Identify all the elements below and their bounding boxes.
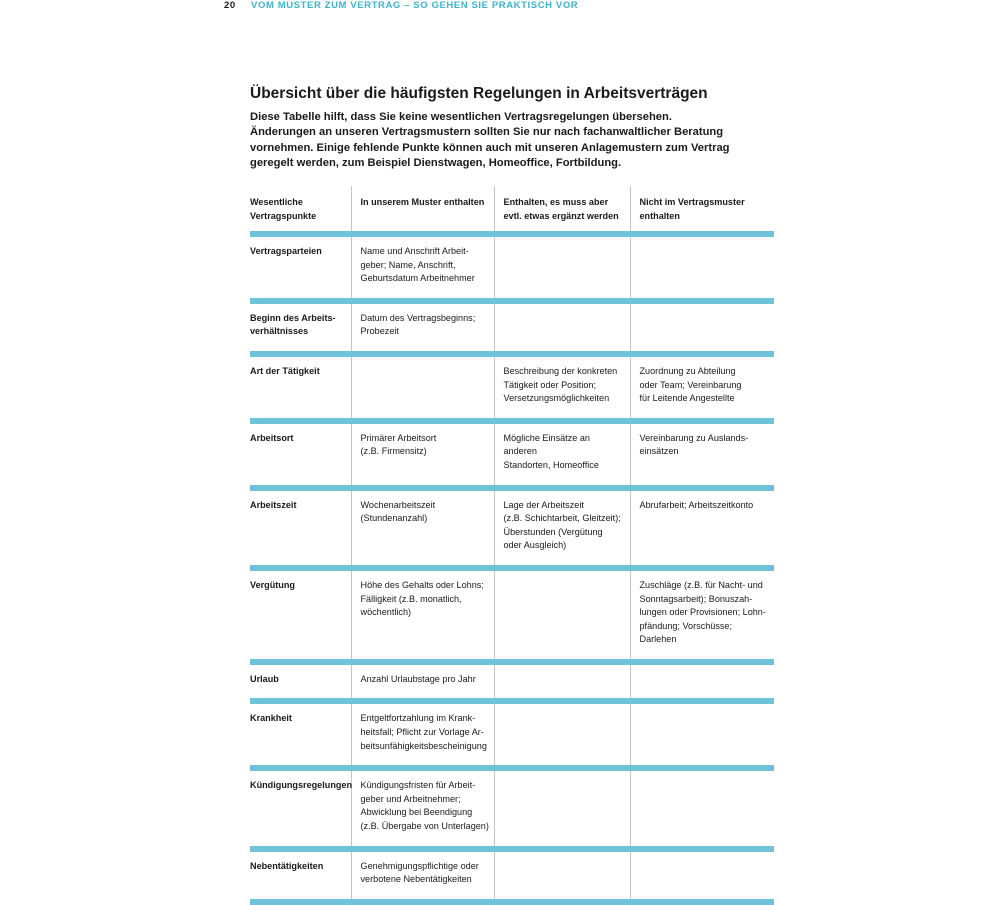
row-label-cell: Beginn des Arbeits- verhältnisses (250, 301, 351, 354)
table-cell (630, 768, 774, 848)
row-label-cell: Nebentätigkeiten (250, 849, 351, 902)
row-label-cell: Arbeitszeit (250, 488, 351, 568)
table-cell (494, 234, 630, 301)
chapter-title: VOM MUSTER ZUM VERTRAG – SO GEHEN SIE PRAKTISCH VOR (251, 0, 579, 11)
table-cell (630, 662, 774, 702)
table-row (250, 301, 774, 354)
table-cell (494, 768, 630, 848)
table-cell (351, 354, 494, 421)
table-header-row (250, 186, 774, 234)
header-cell: In unserem Muster enthalten (351, 186, 494, 234)
table-cell (630, 234, 774, 301)
table-cell: Beschreibung der konkreten Tätigkeit oder Position; Versetzungsmöglichkeiten (494, 354, 630, 421)
table-cell (630, 849, 774, 902)
table-row (250, 701, 774, 768)
table-cell (494, 662, 630, 702)
row-label-cell: Vergütung (250, 568, 351, 662)
row-label-cell: Arbeitsort (250, 421, 351, 488)
table-cell: Kündigungsfristen für Arbeit- geber und Arbeitnehmer; Abwicklung bei Beendigung (z.B. Übergabe von Unterlagen) (351, 768, 494, 848)
table-cell: Datum des Vertragsbeginns; Probezeit (351, 301, 494, 354)
table-cell: Zuschläge (z.B. für Nacht- und Sonntagsarbeit); Bonuszah- lungen oder Provisionen; Lohn- pfändung; Vorschüsse; Darlehen (630, 568, 774, 662)
row-label-cell: Urlaub (250, 662, 351, 702)
table-cell: Wochenarbeitszeit (Stundenanzahl) (351, 488, 494, 568)
table-cell (494, 849, 630, 902)
table-cell: Anzahl Urlaubstage pro Jahr (351, 662, 494, 702)
header-cell: Wesentliche Vertragspunkte (250, 186, 351, 234)
intro-paragraph: Diese Tabelle hilft, dass Sie keine wesentlichen Vertragsregelungen übersehen. Änderungen an unseren Vertragsmustern sollten Sie nur nach fachanwaltlicher Beratung vornehmen. Einige fehlende Punkte können auch mit unseren Anlagemustern zum Vertrag geregelt werden, zum Beispiel Dienstwagen, Homeoffice, Fortbildung. (250, 111, 730, 169)
row-label-cell: Art der Tätigkeit (250, 354, 351, 421)
table-row (250, 568, 774, 662)
row-label-cell: Kündigungsregelungen (250, 768, 351, 848)
page-number: 20 (224, 0, 236, 11)
table-cell (630, 301, 774, 354)
table-cell: Entgeltfortzahlung im Krank- heitsfall; Pflicht zur Vorlage Ar- beitsunfähigkeitsbescheinigung (351, 701, 494, 768)
table-cell (494, 301, 630, 354)
table-cell: Zuordnung zu Abteilung oder Team; Vereinbarung für Leitende Angestellte (630, 354, 774, 421)
table-cell: Abrufarbeit; Arbeitszeitkonto (630, 488, 774, 568)
table-row (250, 421, 774, 488)
table-row (250, 768, 774, 848)
table-row (250, 849, 774, 902)
row-label-cell: Krankheit (250, 701, 351, 768)
table-cell (494, 568, 630, 662)
table-cell: Genehmigungspflichtige oder verbotene Nebentätigkeiten (351, 849, 494, 902)
table-cell: Name und Anschrift Arbeit- geber; Name, Anschrift, Geburtsdatum Arbeitnehmer (351, 234, 494, 301)
running-head (224, 0, 578, 12)
row-label-cell: Vertragsparteien (250, 234, 351, 301)
table-cell (494, 701, 630, 768)
table-row (250, 234, 774, 301)
table-cell: Vereinbarung zu Auslands- einsätzen (630, 421, 774, 488)
table-cell: Lage der Arbeitszeit (z.B. Schichtarbeit, Gleitzeit); Überstunden (Vergütung oder Ausgleich) (494, 488, 630, 568)
table-row (250, 488, 774, 568)
table-cell: Mögliche Einsätze an anderen Standorten, Homeoffice (494, 421, 630, 488)
table-cell: Primärer Arbeitsort (z.B. Firmensitz) (351, 421, 494, 488)
table-cell (630, 701, 774, 768)
table-cell: Höhe des Gehalts oder Lohns; Fälligkeit (z.B. monatlich, wöchentlich) (351, 568, 494, 662)
page-title: Übersicht über die häufigsten Regelungen in Arbeitsverträgen (250, 85, 708, 102)
header-cell: Enthalten, es muss aber evtl. etwas ergänzt werden (494, 186, 630, 234)
overview-table (250, 186, 774, 905)
table-row (250, 662, 774, 702)
table-row (250, 354, 774, 421)
header-cell: Nicht im Vertragsmuster enthalten (630, 186, 774, 234)
